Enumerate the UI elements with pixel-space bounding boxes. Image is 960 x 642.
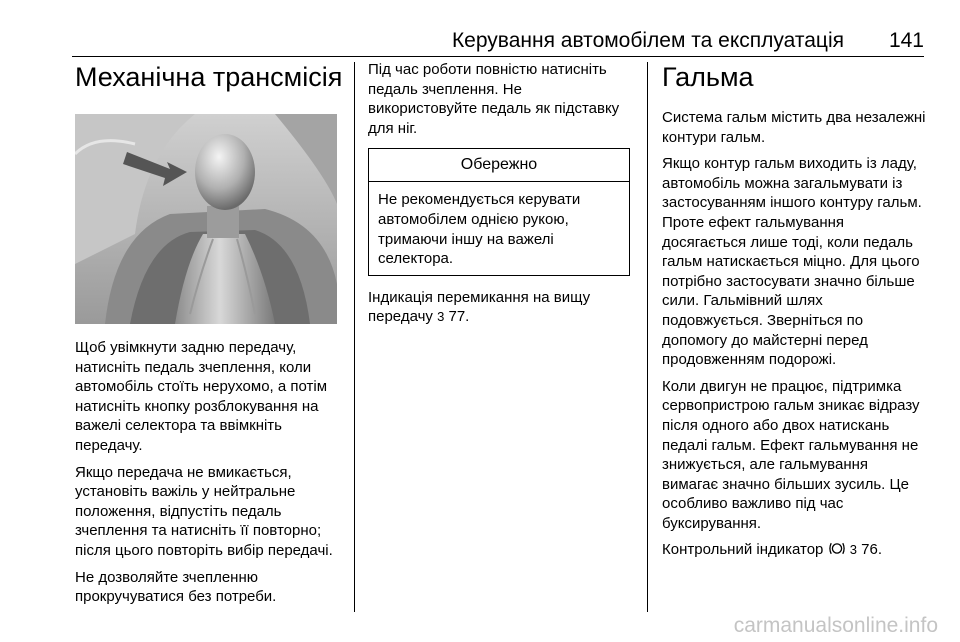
caution-box: [368, 148, 630, 275]
gear-lever-illustration: [75, 114, 337, 324]
column-clutch: [368, 60, 630, 334]
brake-warning-icon: [828, 541, 846, 562]
indicator-text: Контрольний індикатор: [662, 541, 824, 559]
column-divider-2: [647, 62, 648, 612]
header-rule: [72, 56, 924, 57]
cross-reference-arrow-icon: 3: [849, 542, 857, 558]
shift-indicator-page-ref[interactable]: 77.: [448, 308, 470, 326]
paragraph-gear-not-engaging: Якщо передача не вмикається, установіть важіль у нейтральне положення, відпустіть педаль зчеплення та натисніть її повторно; після цього повторіть вибір передачі.: [75, 463, 333, 559]
shift-indicator-text: Індикація перемикання на вищу передачу: [368, 288, 591, 326]
paragraph-brake-circuits: Система гальм містить два незалежні контури гальм.: [662, 109, 926, 146]
caution-title: Обережно: [369, 149, 629, 182]
paragraph-shift-indicator: [368, 288, 630, 327]
paragraph-servo-assist: Коли двигун не працює, підтримка сервопристрою гальм зникає відразу після одного або двох натискань педалі гальм. Ефект гальмування не знижується, але гальмування вимагає значно більших зусиль. Це особливо важливо під час буксирування.: [662, 377, 920, 532]
column-brakes: [662, 60, 927, 569]
watermark: carmanualsonline.info: [733, 614, 938, 637]
column-divider-1: [354, 62, 355, 612]
column-manual-transmission: [75, 60, 345, 614]
paragraph-reverse-gear: Щоб увімкнути задню передачу, натисніть педаль зчеплення, коли автомобіль стоїть нерухомо, а потім натисніть кнопку розблокування на важелі селектора та ввімкніть передачу.: [75, 339, 328, 454]
page-number: 141: [888, 29, 924, 52]
section-heading-brakes: Гальма: [662, 62, 754, 92]
paragraph-clutch-slip: Не дозволяйте зчепленню прокручуватися без потреби.: [75, 568, 277, 606]
gear-lever-image: [75, 114, 337, 324]
section-heading-manual-transmission: Механічна трансмісія: [75, 62, 343, 92]
paragraph-clutch-pedal: Під час роботи повністю натисніть педаль зчеплення. Не використовуйте педаль як підставку для ніг.: [368, 61, 620, 137]
paragraph-brake-indicator: [662, 540, 927, 562]
header-title: Керування автомобілем та експлуатація: [451, 29, 844, 52]
caution-text: Не рекомендується керувати автомобілем однією рукою, тримаючи іншу на важелі селектора.: [378, 191, 581, 268]
indicator-page-ref[interactable]: 76.: [861, 541, 883, 559]
cross-reference-arrow-icon: 3: [437, 309, 445, 325]
paragraph-circuit-failure: Якщо контур гальм виходить із ладу, автомобіль можна загальмувати із застосуванням іншого контуру гальм. Проте ефект гальмування досягається лише тоді, коли педаль гальм натискається міцно. Для цього потрібно застосувати значно більше сили. Гальмівний шлях подовжується. Зверніться по допомогу до майстерні перед продовженням подорожі.: [662, 155, 922, 369]
page-header: [72, 26, 924, 56]
